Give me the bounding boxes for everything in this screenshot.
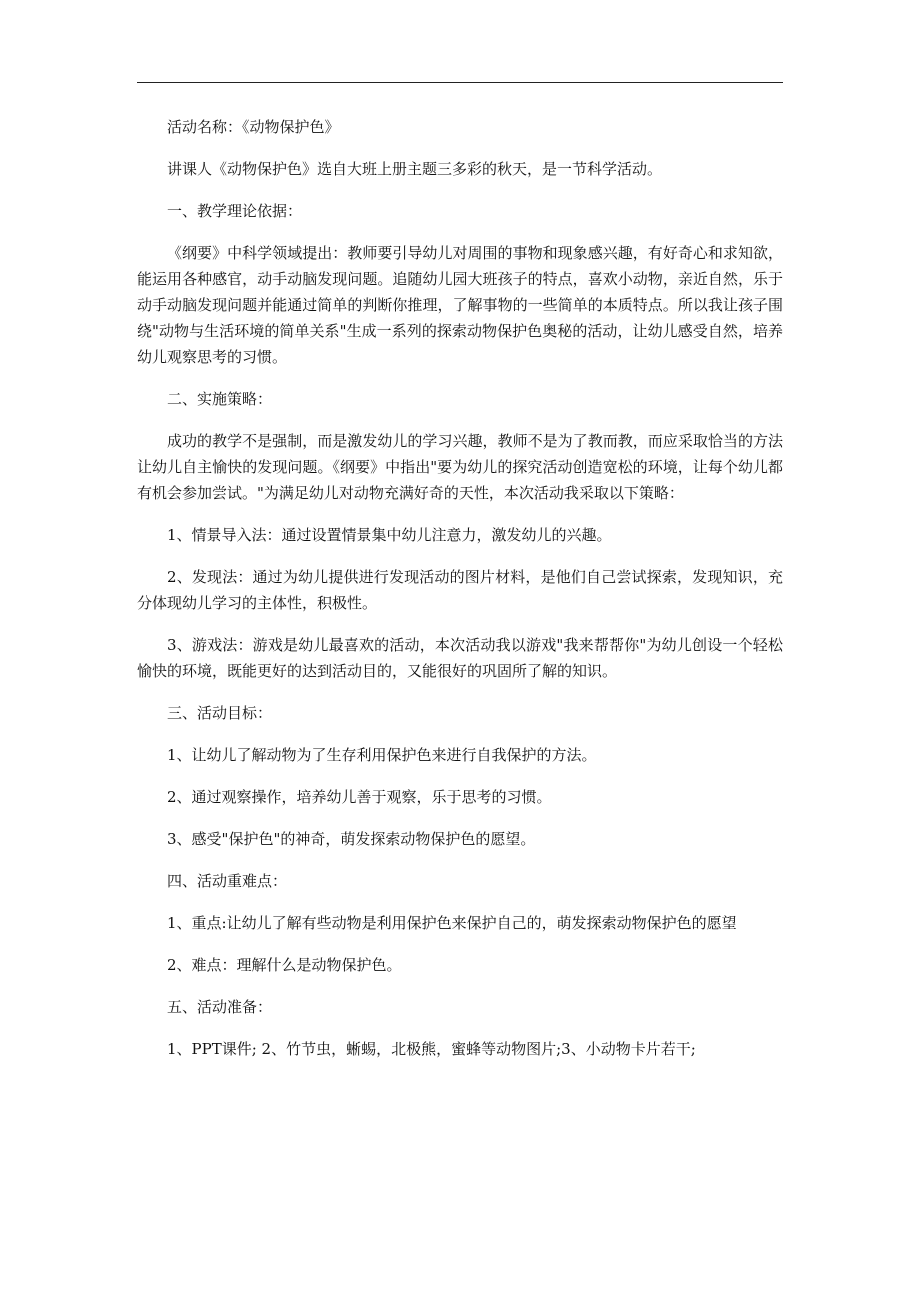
section-heading-strategy: 二、实施策略： — [167, 390, 273, 408]
goal-item-1: 1、让幼儿了解动物为了生存利用保护色来进行自我保护的方法。 — [167, 746, 597, 764]
section-heading-goals: 三、活动目标： — [167, 704, 273, 722]
strategy-item-2: 2、发现法：通过为幼儿提供进行发现活动的图片材料，是他们自己尝试探索，发现知识，充分体现幼儿学习的主体性，积极性。 — [137, 568, 783, 612]
key-point-item-1: 1、重点:让幼儿了解有些动物是利用保护色来保护自己的，萌发探索动物保护色的愿望 — [167, 914, 737, 932]
header-rule — [137, 82, 783, 83]
intro-paragraph: 讲课人《动物保护色》选自大班上册主题三多彩的秋天，是一节科学活动。 — [167, 160, 663, 178]
preparation-item: 1、PPT课件; 2、竹节虫，蜥蜴，北极熊，蜜蜂等动物图片;3、小动物卡片若干; — [167, 1040, 696, 1058]
key-point-item-2: 2、难点：理解什么是动物保护色。 — [167, 956, 402, 974]
strategy-paragraph: 成功的教学不是强制，而是激发幼儿的学习兴趣，教师不是为了教而教，而应采取恰当的方法让幼儿自主愉快的发现问题。《纲要》中指出"要为幼儿的探究活动创造宽松的环境，让每个幼儿都有机会参加尝试。"为满足幼儿对动物充满好奇的天性，本次活动我采取以下策略： — [137, 432, 783, 502]
activity-name: 活动名称：《动物保护色》 — [167, 118, 340, 136]
section-heading-key-points: 四、活动重难点： — [167, 872, 288, 890]
strategy-item-3: 3、游戏法：游戏是幼儿最喜欢的活动，本次活动我以游戏"我来帮帮你"为幼儿创设一个轻松愉快的环境，既能更好的达到活动目的，又能很好的巩固所了解的知识。 — [137, 636, 783, 680]
document-body — [137, 114, 783, 1078]
section-heading-preparation: 五、活动准备： — [167, 998, 273, 1016]
strategy-item-1: 1、情景导入法：通过设置情景集中幼儿注意力，激发幼儿的兴趣。 — [167, 526, 612, 544]
goal-item-3: 3、感受"保护色"的神奇，萌发探索动物保护色的愿望。 — [167, 830, 536, 848]
goal-item-2: 2、通过观察操作，培养幼儿善于观察，乐于思考的习惯。 — [167, 788, 552, 806]
theory-paragraph: 《纲要》中科学领域提出：教师要引导幼儿对周围的事物和现象感兴趣，有好奇心和求知欲，能运用各种感官，动手动脑发现问题。追随幼儿园大班孩子的特点，喜欢小动物，亲近自然，乐于动手动脑发现问题并能通过简单的判断你推理，了解事物的一些简单的本质特点。所以我让孩子围绕"动物与生活环境的简单关系"生成一系列的探索动物保护色奥秘的活动，让幼儿感受自然，培养幼儿观察思考的习惯。 — [137, 244, 783, 366]
section-heading-theory: 一、教学理论依据： — [167, 202, 303, 220]
